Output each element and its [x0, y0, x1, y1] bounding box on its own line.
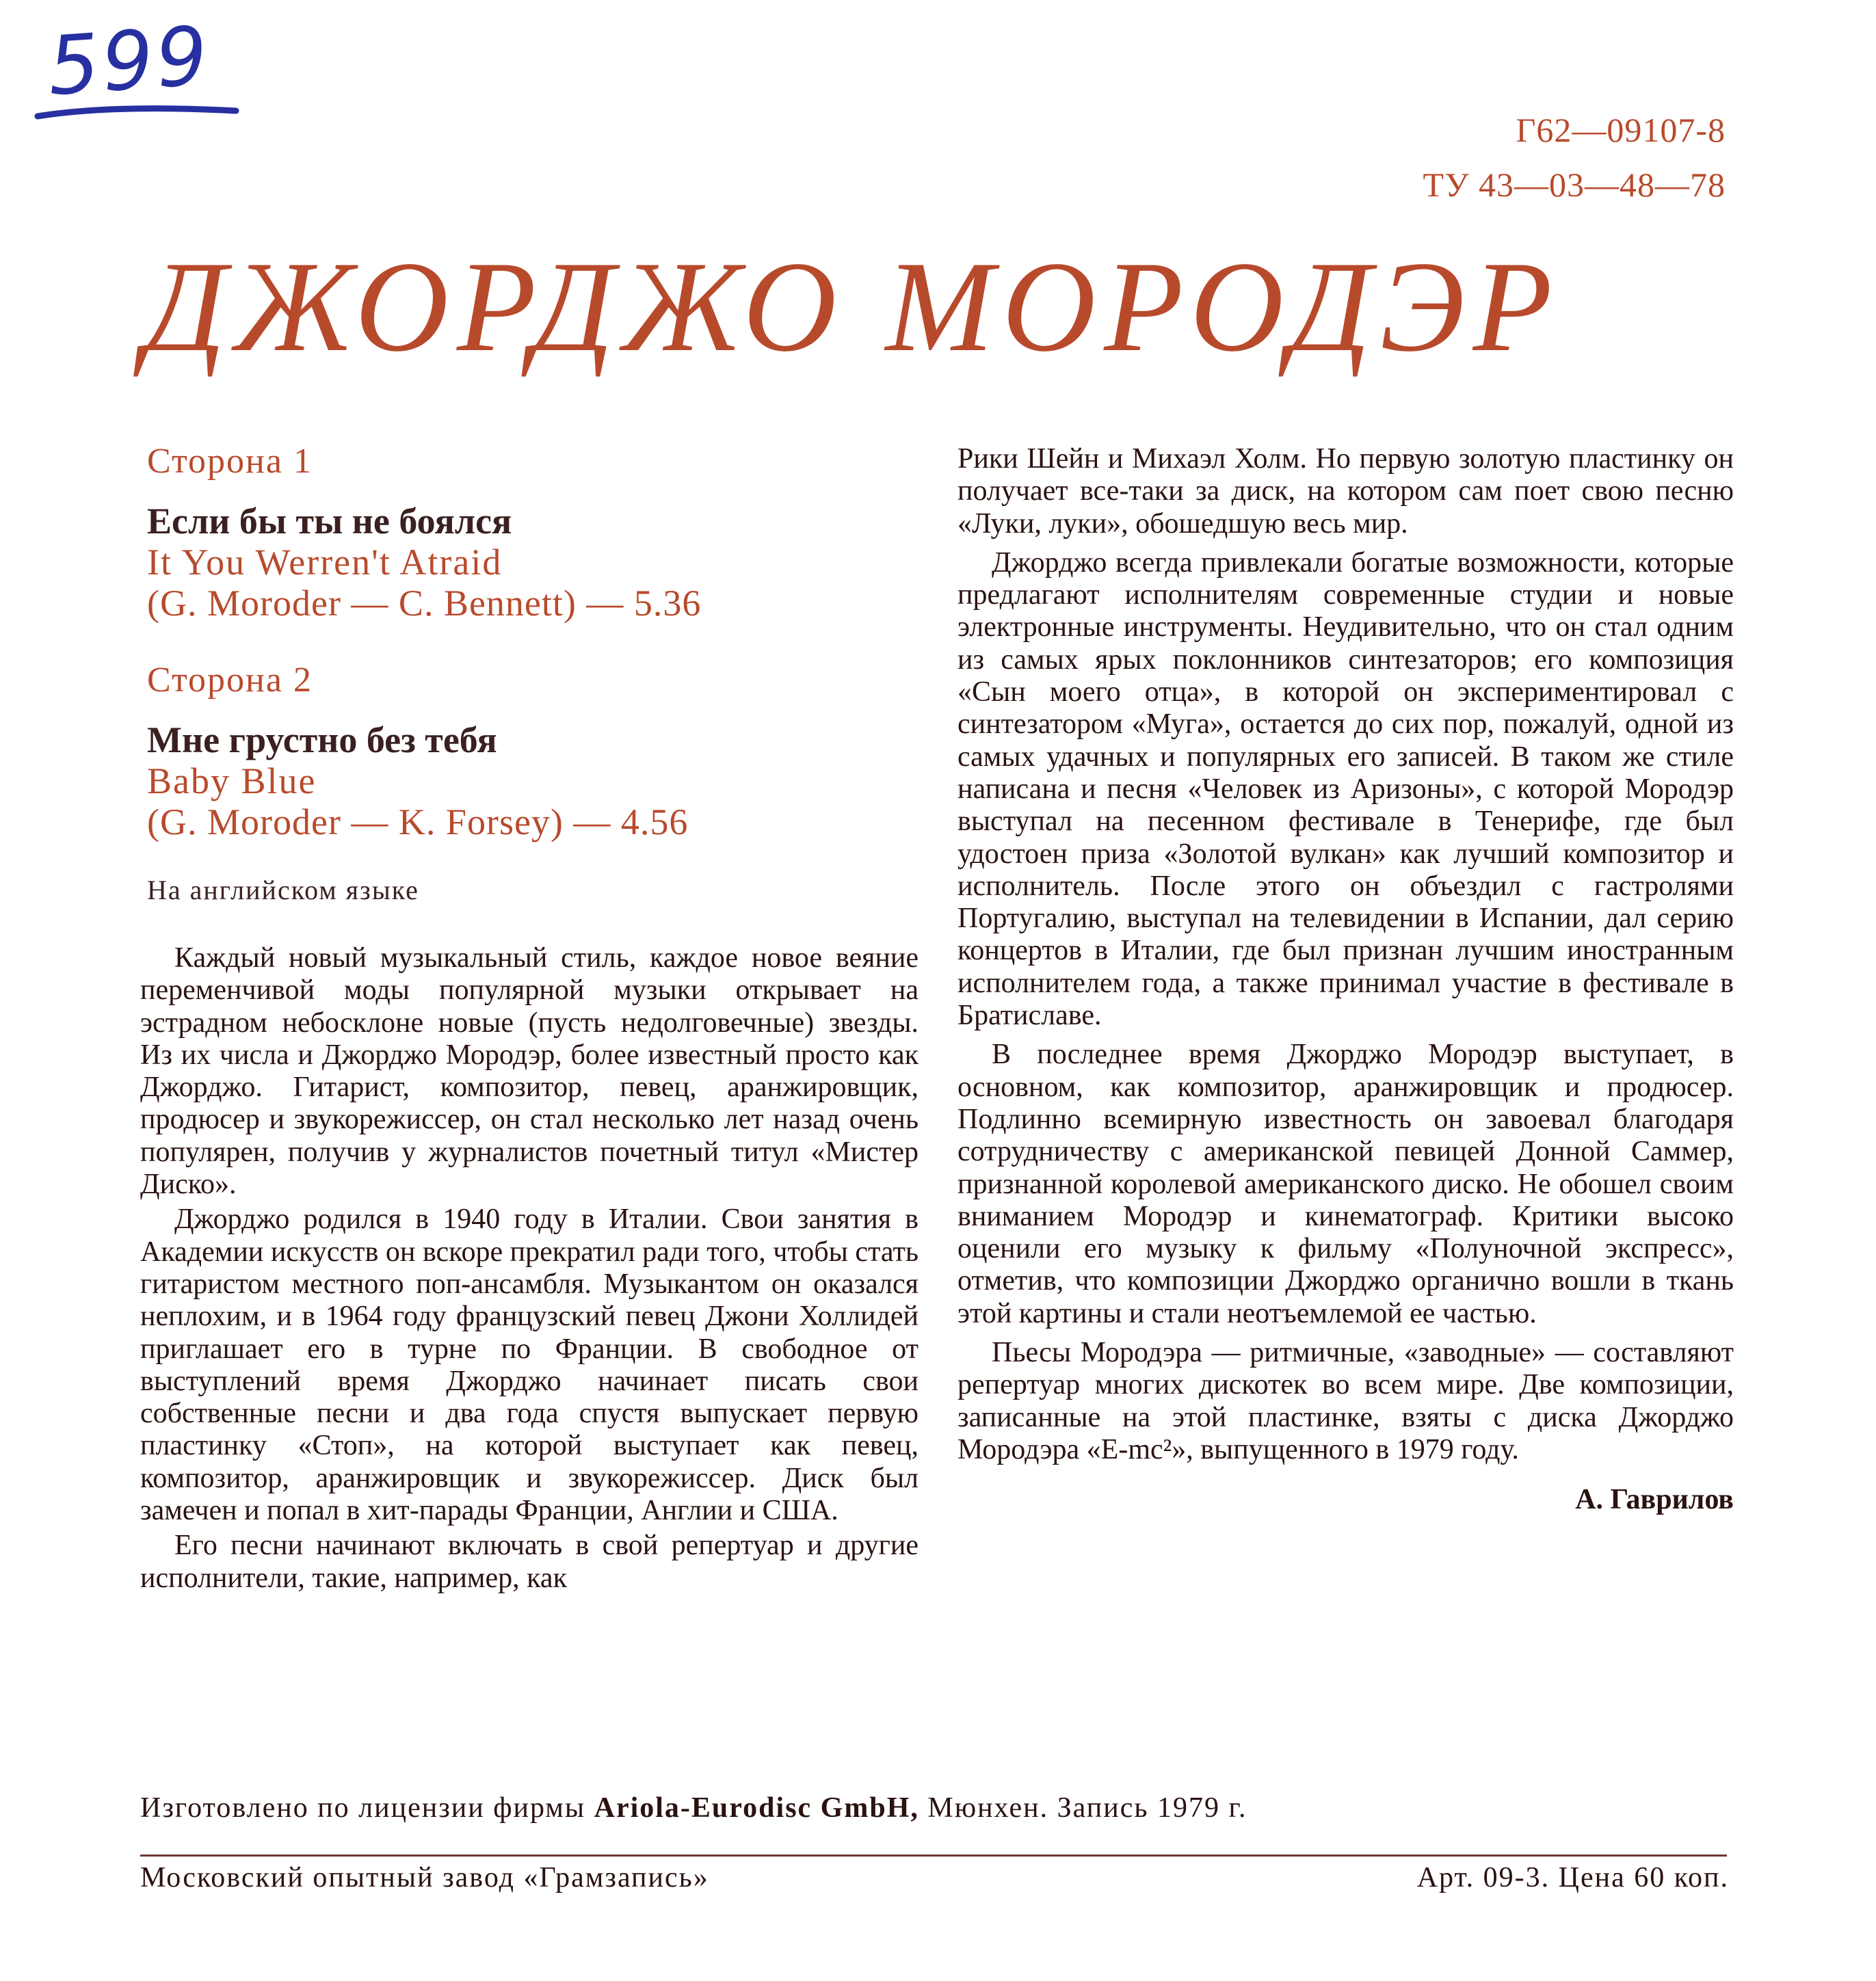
license-prefix: Изготовлено по лицензии фирмы — [140, 1792, 586, 1824]
track-title-en: Baby Blue — [147, 760, 317, 801]
article-paragraph: Его песни начинают включать в свой репертуар и другие исполнители, такие, например, как — [140, 1530, 919, 1594]
license-suffix: Мюнхен. Запись 1979 г. — [927, 1792, 1247, 1824]
track-list — [147, 438, 934, 906]
author-signature: А. Гаврилов — [1575, 1484, 1734, 1516]
article-paragraph: В последнее время Джорджо Мородэр выступает, в основном, как композитор, аранжировщик и продюсер. Подлинно всемирную известность он завоевал благодаря сотрудничеству с американской певицей Донной Саммер, признанной королевой американского диско. Не обошел своим вниманием Мородэр и кинематограф. Критики высоко оценили его музыку к фильму «Полуночной экспресс», отметив, что композиции Джорджо органично вошли в ткань этой картины и стали неотъемлемой ее частью. — [957, 1039, 1734, 1329]
catalog-code: Г62—09107-8 — [1516, 111, 1726, 149]
side-label: Сторона 2 — [147, 661, 313, 700]
license-company: Ariola-Eurodisc GmbH, — [594, 1792, 919, 1824]
handwritten-underline — [34, 101, 239, 124]
price-line: Арт. 09-3. Цена 60 коп. — [1416, 1862, 1729, 1893]
side-1 — [147, 438, 934, 624]
footer-divider — [140, 1854, 1727, 1857]
catalog-codes — [1423, 103, 1726, 212]
article-right-column — [957, 443, 1734, 1517]
article-paragraph: Джорджо родился в 1940 году в Италии. Свои занятия в Академии искусств он вскоре прекратил ради того, чтобы стать гитаристом местного поп-ансамбля. Музыкантом он оказался неплохим, и в 1964 году французский певец Джони Холлидей приглашает его в турне по Франции. В свободное от выступлений время Джорджо начинает писать свои собственные песни и два года спустя выпускает первую пластинку «Стоп», на которой выступает как певец, композитор, аранжировщик и звукорежиссер. Диск был замечен и попал в хит-парады Франции, Англии и США. — [140, 1204, 919, 1527]
track-title-ru: Мне грустно без тебя — [147, 719, 497, 760]
article-paragraph: Рики Шейн и Михаэл Холм. Но первую золотую пластинку он получает все-таки за диск, на котором сам поет свою песню «Луки, луки», обошедшую весь мир. — [957, 443, 1734, 540]
article-paragraph: Каждый новый музыкальный стиль, каждое новое веяние переменчивой моды популярной музыки открывает на эстрадном небосклоне новые (пусть недолговечные) звезды. Из их числа и Джорджо Мородэр, более известный просто как Джорджо. Гитарист, композитор, певец, аранжировщик, продюсер и звукорежиссер, он стал несколько лет назад очень популярен, получив у журналистов почетный титул «Мистер Диско». — [140, 942, 919, 1201]
track-title-en: It You Werren't Atraid — [147, 542, 503, 583]
license-line — [140, 1792, 1734, 1824]
article-left-column — [140, 942, 919, 1595]
track-title-ru: Если бы ты не боялся — [147, 501, 512, 542]
language-note: На английском языке — [147, 875, 419, 905]
article-paragraph: Пьесы Мородэра — ритмичные, «заводные» — составляют репертуар многих дискотек во всем мире. Две композиции, записанные на этой пластинке, взяты с диска Джорджо Мородэра «E-mc²», выпущенного в 1979 году. — [957, 1337, 1734, 1465]
track-credit: (G. Moroder — C. Bennett) — 5.36 — [147, 583, 702, 624]
standard-code: ТУ 43—03—48—78 — [1423, 165, 1726, 204]
factory-line: Московский опытный завод «Грамзапись» — [140, 1862, 709, 1893]
article-paragraph: Джорджо всегда привлекали богатые возможности, которые предлагают исполнителям современные студии и новые электронные инструменты. Неудивительно, что он стал одним из самых ярых поклонников синтезаторов; его композиция «Сын моего отца», в которой он экспериментировал с синтезатором «Муга», остается до сих пор, пожалуй, одной из самых удачных и популярных его записей. В таком же стиле написана и песня «Человек из Аризоны», с которой Мородэр выступал на песенном фестивале в Тенерифе, где был удостоен приза «Золотой вулкан» как лучший композитор и исполнитель. После этого он объездил с гастролями Португалию, выступал на телевидении в Испании, дал серию концертов в Италии, где был признан лучшим иностранным исполнителем года, а также принимал участие в фестивале в Братиславе. — [957, 546, 1734, 1032]
side-2 — [147, 656, 934, 842]
side-label: Сторона 1 — [147, 442, 313, 481]
artist-title: ДЖОРДЖО МОРОДЭР — [144, 235, 1561, 379]
handwritten-number: 599 — [44, 8, 213, 114]
track-credit: (G. Moroder — K. Forsey) — 4.56 — [147, 801, 689, 842]
